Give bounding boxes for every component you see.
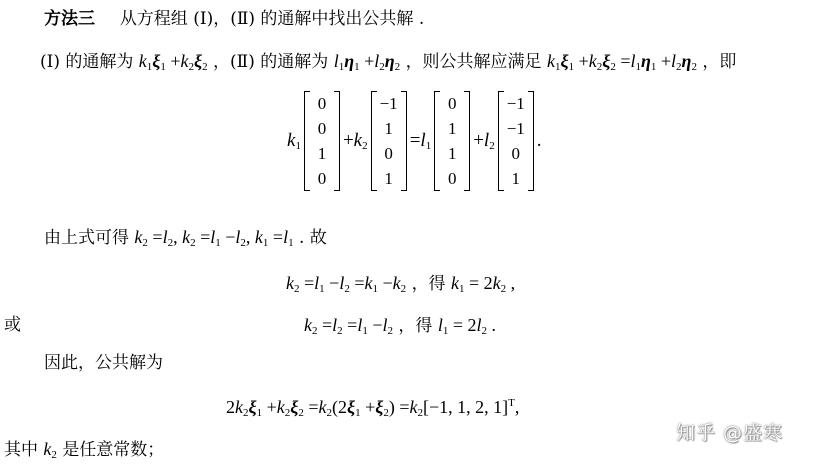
vector-eta1: [434, 91, 470, 191]
vector-cell: −1: [379, 94, 398, 113]
final-vector: [−1, 1, 2, 1]: [423, 397, 509, 417]
matrix-equation: [284, 91, 545, 191]
case-2-line: [304, 314, 496, 337]
vector-eta2: [498, 91, 534, 191]
formula-case-2-result: $l_1 = 2l_2$ .: [437, 315, 497, 337]
formula-case-2: $k_2 =l_2 =l_1 -l_2$: [304, 315, 394, 337]
vector-cell: 0: [511, 144, 520, 163]
case-1-line: [286, 272, 515, 295]
vector-cell: 0: [447, 94, 457, 113]
vector-cell: 1: [447, 119, 457, 138]
formula-deduction: $k_2 =l_2$, $k_2 =l_1 -l_2$, $k_1 =l_1$: [134, 227, 294, 249]
coef-k1: $k_1$: [287, 130, 301, 152]
vector-cell: 1: [447, 144, 457, 163]
vector-cell: −1: [506, 119, 525, 138]
transpose-mark: T: [508, 397, 515, 409]
text-common-solution-condition: ，则公共解应满足: [405, 52, 542, 72]
formula-final: $2k_2\xi_1 +k_2\xi_2 =k_2(2\xi_1 +\xi_2) =k_2[-1$, 1, 2, 1]$^T$,: [226, 397, 520, 419]
formula-k2: $k_2$: [43, 439, 57, 461]
deduce-suffix: . 故: [299, 228, 327, 248]
general-solution-line: [40, 50, 736, 73]
deduction-line: [44, 226, 327, 249]
formula-solution-II: $l_1\eta_1 +l_2\eta_2$: [333, 51, 401, 73]
formula-case-1-result: $k_1 = 2k_2$ ,: [450, 273, 516, 295]
or-label: 或: [4, 315, 21, 335]
final-formula-line: [226, 396, 519, 419]
vector-cell: 1: [384, 169, 393, 188]
therefore-line: 因此，公共解为: [44, 353, 163, 373]
formula-case-1: $k_2 =l_1 -l_2 =k_1 -k_2$: [286, 273, 407, 295]
vector-cell: 1: [317, 144, 327, 163]
last-prefix: 其中: [4, 440, 38, 460]
method-title: 方法三: [44, 9, 95, 29]
text-general-solution-II: ，(Ⅱ) 的通解为: [213, 52, 329, 72]
coef-l1: $=l_1$: [409, 130, 432, 152]
case-2-get: ，得: [398, 316, 433, 336]
vector-xi1: [304, 91, 340, 191]
last-suffix: 是任意常数；: [62, 440, 165, 460]
text-general-solution-I: (Ⅰ) 的通解为: [40, 52, 134, 72]
vector-cell: −1: [506, 94, 525, 113]
vector-cell: 1: [511, 169, 520, 188]
coef-k2: $+k_2$: [342, 130, 368, 152]
equation-period: .: [536, 130, 542, 151]
text-ie: ，即: [702, 52, 737, 72]
method-heading: [44, 8, 424, 30]
last-line: [4, 438, 164, 461]
vector-cell: 0: [317, 169, 327, 188]
vector-xi2: [371, 91, 407, 191]
formula-solution-I: $k_1\xi_1 +k_2\xi_2$: [138, 51, 208, 73]
vector-cell: 1: [384, 119, 393, 138]
coef-l2: $+l_2$: [473, 130, 495, 152]
vector-cell: 0: [384, 144, 393, 163]
method-intro: 从方程组 (Ⅰ)，(Ⅱ) 的通解中找出公共解 .: [119, 9, 425, 29]
vector-cell: 0: [317, 119, 327, 138]
vector-cell: 0: [317, 94, 327, 113]
deduce-prefix: 由上式可得: [44, 228, 129, 248]
formula-common-condition: $k_1\xi_1 +k_2\xi_2 =l_1\eta_1 +l_2\eta_2$: [546, 51, 697, 73]
vector-cell: 0: [447, 169, 457, 188]
case-1-get: ，得: [411, 274, 446, 294]
watermark: 知乎 @盛寒: [676, 422, 784, 444]
